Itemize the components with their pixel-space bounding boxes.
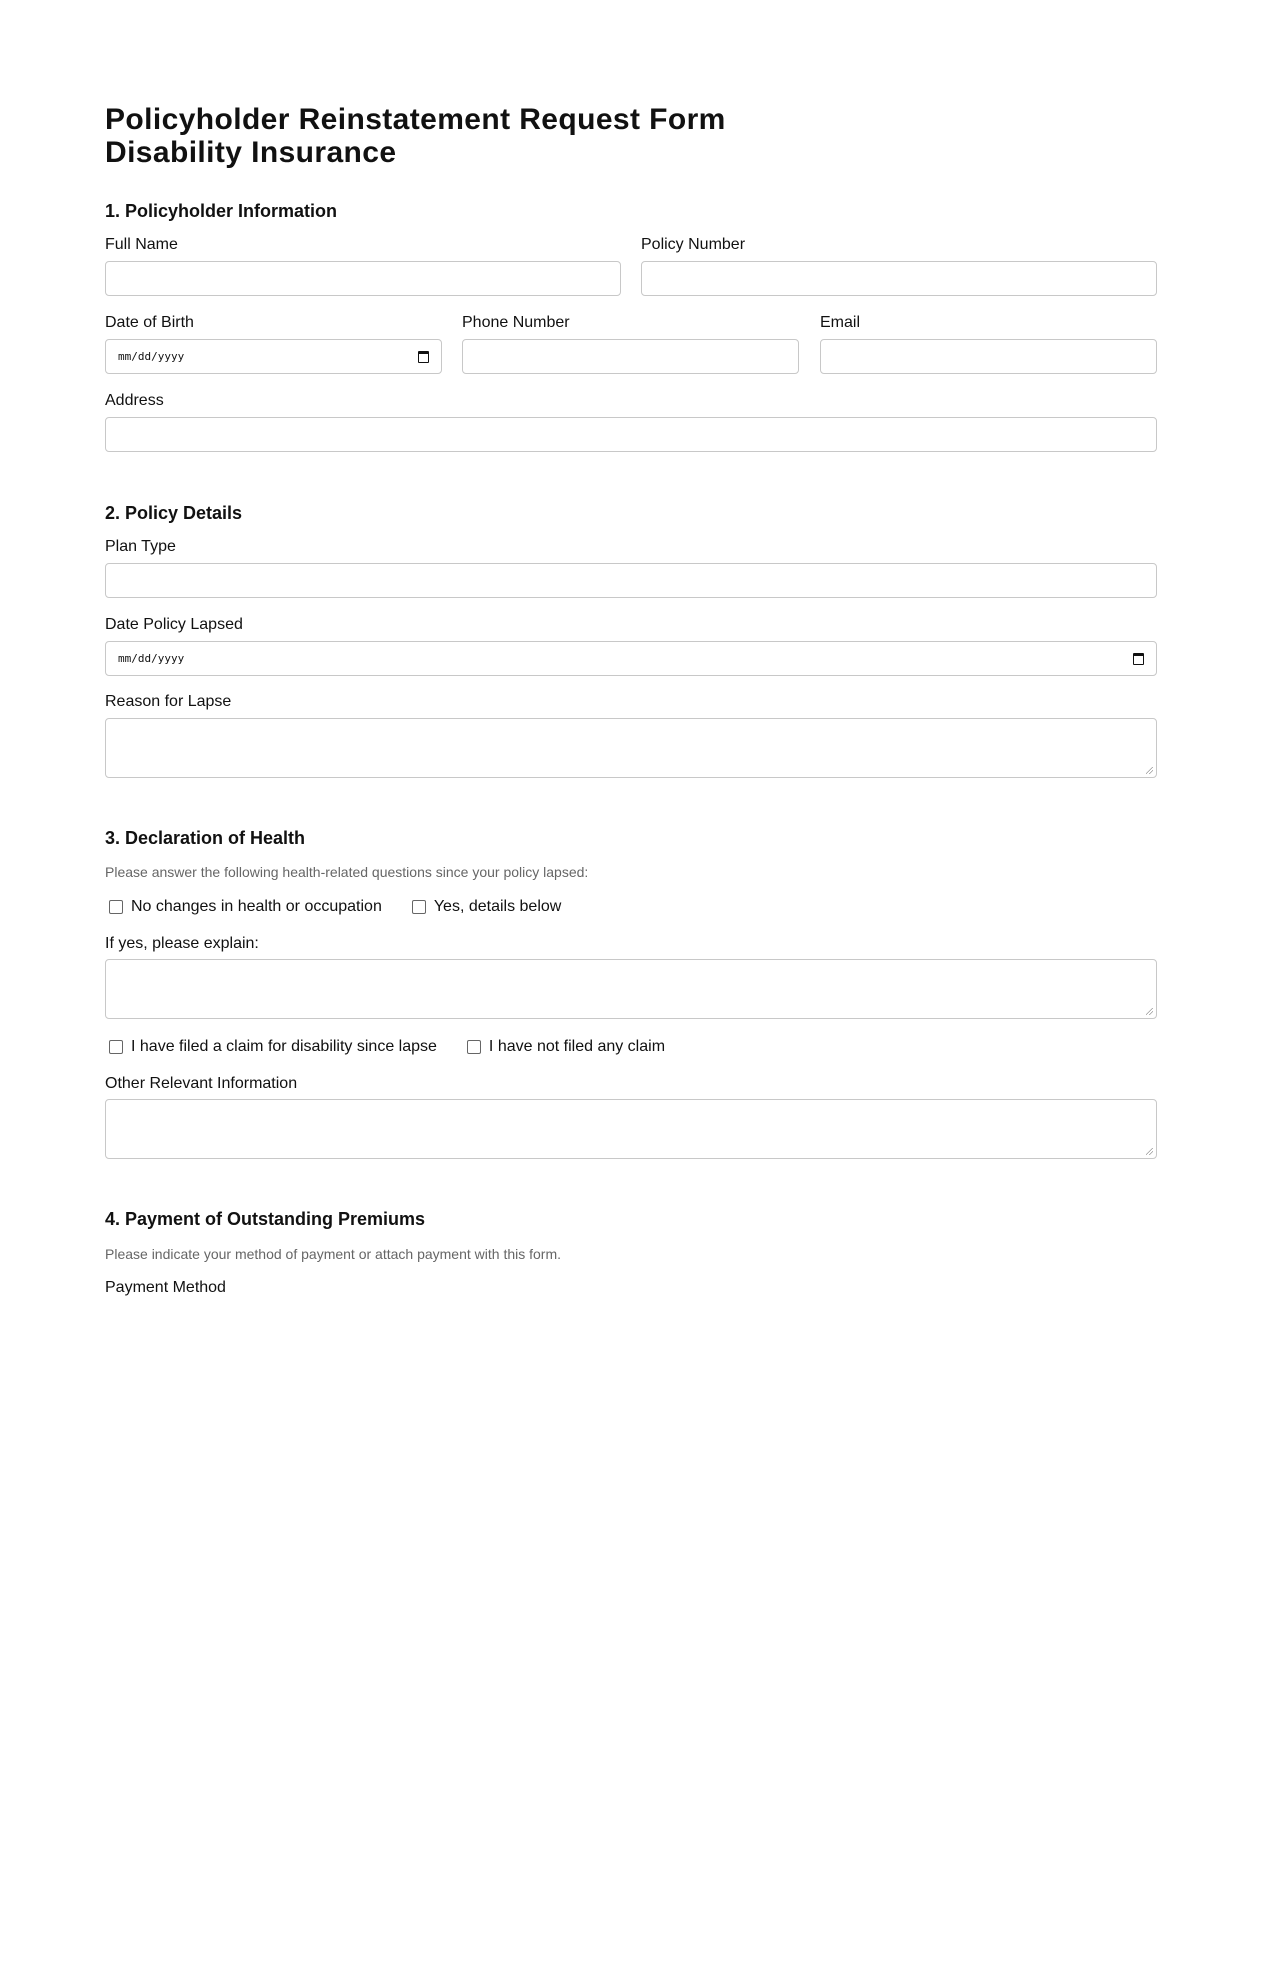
address-input[interactable] (105, 417, 1157, 452)
no-changes-checkbox[interactable] (109, 898, 382, 916)
address-label: Address (105, 392, 164, 409)
checkbox-icon[interactable] (109, 900, 123, 914)
checkbox-label: I have not filed any claim (488, 1038, 666, 1055)
date-lapsed-label: Date Policy Lapsed (105, 616, 243, 633)
section-4-heading: 4. Payment of Outstanding Premiums (105, 1209, 426, 1229)
email-input[interactable] (820, 339, 1157, 374)
resize-handle-icon[interactable] (1146, 1008, 1153, 1015)
calendar-icon[interactable] (1133, 653, 1144, 665)
checkbox-icon[interactable] (412, 900, 426, 914)
dob-input[interactable] (105, 339, 442, 374)
full-name-label: Full Name (105, 236, 178, 253)
dob-placeholder: mm/dd/yyyy (118, 350, 185, 363)
not-filed-claim-checkbox[interactable] (467, 1038, 665, 1056)
dob-label: Date of Birth (105, 314, 194, 331)
health-checkbox-row (109, 898, 561, 916)
payment-method-label: Payment Method (105, 1279, 226, 1296)
reason-textarea[interactable] (105, 718, 1157, 778)
plan-type-input[interactable] (105, 563, 1157, 598)
checkbox-label: No changes in health or occupation (131, 898, 382, 915)
yes-details-checkbox[interactable] (412, 898, 562, 916)
title-line-1: Policyholder Reinstatement Request Form (105, 103, 726, 136)
section-1-heading: 1. Policyholder Information (105, 201, 338, 221)
page-title (105, 103, 726, 169)
policy-number-input[interactable] (641, 261, 1157, 296)
resize-handle-icon[interactable] (1146, 1148, 1153, 1155)
phone-input[interactable] (462, 339, 799, 374)
section-3-heading: 3. Declaration of Health (105, 828, 306, 848)
full-name-input[interactable] (105, 261, 621, 296)
phone-label: Phone Number (462, 314, 570, 331)
checkbox-label: I have filed a claim for disability since lapse (131, 1038, 437, 1055)
email-label: Email (820, 314, 861, 331)
filed-claim-checkbox[interactable] (109, 1038, 437, 1056)
reason-label: Reason for Lapse (105, 693, 232, 710)
policy-number-label: Policy Number (641, 236, 746, 253)
calendar-icon[interactable] (418, 351, 429, 363)
claim-checkbox-row (109, 1038, 665, 1056)
explain-label: If yes, please explain: (105, 935, 259, 952)
explain-textarea[interactable] (105, 959, 1157, 1019)
checkbox-icon[interactable] (467, 1040, 481, 1054)
plan-type-label: Plan Type (105, 538, 176, 555)
other-info-label: Other Relevant Information (105, 1075, 298, 1092)
resize-handle-icon[interactable] (1146, 767, 1153, 774)
date-lapsed-input[interactable] (105, 641, 1157, 676)
checkbox-icon[interactable] (109, 1040, 123, 1054)
other-info-textarea[interactable] (105, 1099, 1157, 1159)
section-2-heading: 2. Policy Details (105, 503, 243, 523)
checkbox-label: Yes, details below (433, 898, 562, 915)
section-3-note: Please answer the following health-related questions since your policy lapsed: (105, 864, 589, 880)
title-line-2: Disability Insurance (105, 136, 397, 169)
section-4-note: Please indicate your method of payment or attach payment with this form. (105, 1246, 562, 1262)
date-lapsed-placeholder: mm/dd/yyyy (118, 652, 185, 665)
